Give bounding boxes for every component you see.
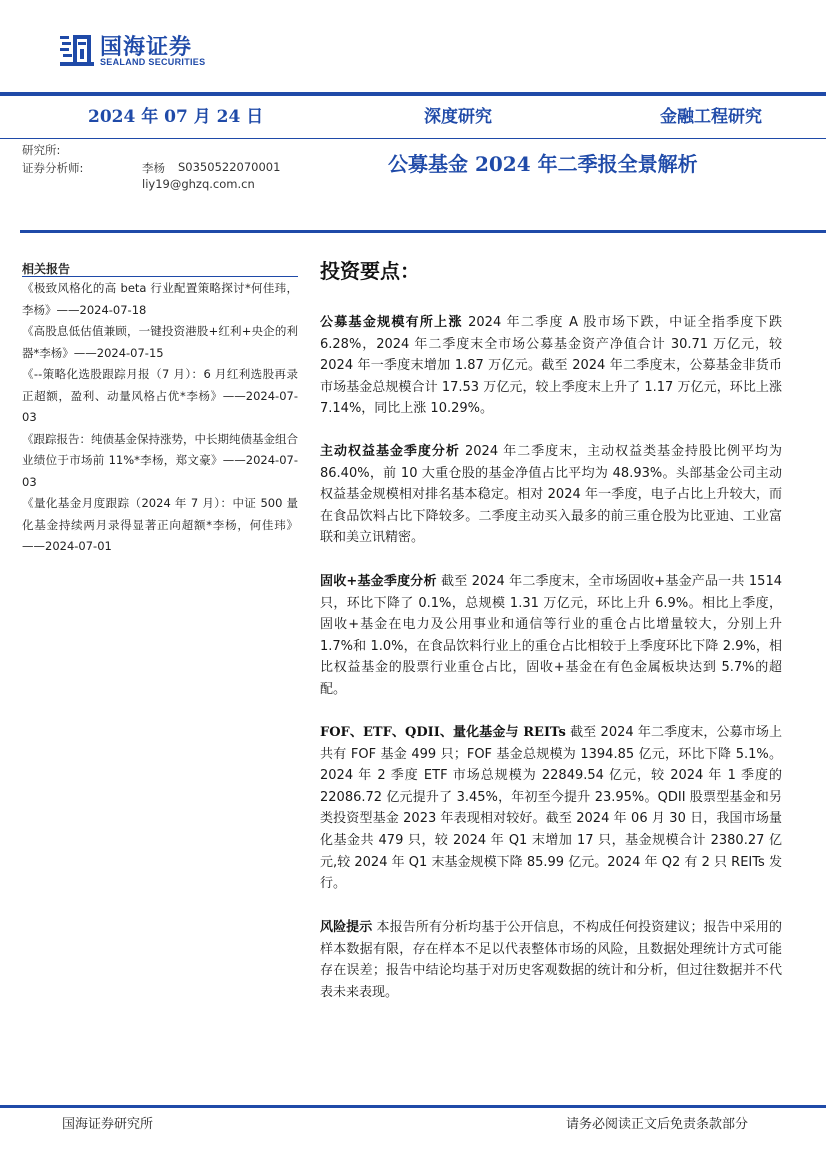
key-points-heading: 投资要点： [320, 259, 420, 283]
related-reports-list [22, 278, 298, 558]
footer-institute: 国海证券研究所 [62, 1117, 154, 1132]
institute-label: 研究所: [22, 143, 61, 157]
section-text: 2024 年二季度末，主动权益类基金持股比例平均为 86.40%，前 10 大重仓股的基金净值占比平均为 48.93%。头部基金公司主动权益基金规模相对排名基本稳定。相对 2024 年一季度，电子占比上升较大，而在食品饮料占比下降较多。二季度主动买入最多的前三重仓股为比亚迪、工业富联和美立讯精密。 [320, 444, 782, 546]
section-text: 截至 2024 年二季度末，全市场固收+基金产品一共 1514 只，环比下降了 0.1%，总规模 1.31 万亿元，环比上升 6.9%。相比上季度，固收+基金在电力及公用事业和通信等行业的重仓占比增量较大，分别上升 1.7%和 1.0%，在食品饮料行业上的重仓占比相较于上季度环比下降 2.9%，相比权益基金的股票行业重仓占比，固收+基金在有色金属板块达到 5.7%的超配。 [320, 574, 782, 697]
analyst-label: 证券分析师: [22, 161, 84, 175]
section-lead: 风险提示 [320, 920, 373, 935]
section-lead: 固收+基金季度分析 [320, 574, 437, 589]
section-fof-etf-qdii [320, 722, 782, 895]
section-fund-scale [320, 312, 782, 420]
header-band-top-rule [0, 92, 826, 96]
section-lead: FOF、ETF、QDII、量化基金与 REITs [320, 725, 566, 740]
sealand-logo-icon [60, 32, 94, 68]
related-reports-heading: 相关报告 [22, 262, 71, 276]
report-series: 金融工程研究 [660, 107, 762, 127]
company-logo [60, 30, 210, 70]
footer-rule [0, 1105, 826, 1108]
related-report-item[interactable]: 《--策略化选股跟踪月报（7 月）：6 月红利选股再录正超额，盈利、动量风格占优*李杨》——2024-07-03 [22, 367, 298, 424]
related-report-item[interactable]: 《极致风格化的高 beta 行业配置策略探讨*何佳玮，李杨》——2024-07-18 [22, 281, 298, 317]
section-risk-warning [320, 917, 782, 1003]
section-active-equity [320, 441, 782, 549]
analyst-email[interactable]: liy19@ghzq.com.cn [142, 177, 255, 191]
section-fixed-income-plus [320, 571, 782, 701]
section-lead: 主动权益基金季度分析 [320, 444, 460, 459]
logo-name-cn: 国海证券 [100, 35, 193, 60]
section-divider [20, 230, 826, 233]
related-report-item[interactable]: 《量化基金月度跟踪（2024 年 7 月）：中证 500 量化基金持续两月录得显著正向超额*李杨，何佳玮》——2024-07-01 [22, 496, 298, 553]
footer-disclaimer: 请务必阅读正文后免责条款部分 [566, 1117, 749, 1132]
logo-name-en: SEALAND SECURITIES [100, 57, 206, 67]
report-date: 2024 年 07 月 24 日 [88, 107, 264, 127]
report-category: 深度研究 [424, 107, 492, 127]
related-report-item[interactable]: 《跟踪报告：纯债基金保持涨势，中长期纯债基金组合业绩位于市场前 11%*李杨，郑文豪》——2024-07-03 [22, 431, 298, 489]
section-text: 2024 年二季度 A 股市场下跌，中证全指季度下跌 6.28%，2024 年二季度末全市场公募基金资产净值合计 30.71 万亿元，较 2024 年一季度末增加 1.87 万亿元。截至 2024 年二季度末，公募基金非货币市场基金总规模合计 17.53 万亿元，较上季度末上升了 1.17 万亿元，环比上涨 7.14%，同比上涨 10.29%。 [320, 315, 782, 417]
header-band-bottom-rule [0, 138, 826, 139]
related-report-item[interactable]: 《高股息低估值兼顾，一键投资港股+红利+央企的利器*李杨》——2024-07-15 [22, 324, 298, 360]
section-lead: 公募基金规模有所上涨 [320, 315, 463, 330]
section-text: 截至 2024 年二季度末，公募市场上共有 FOF 基金 499 只；FOF 基金总规模为 1394.85 亿元，环比下降 5.1%。2024 年 2 季度 ETF 市场总规模为 22849.54 亿元，较 2024 年 1 季度的 22086.72 亿元提升了 3.45%，年初至今提升 23.95%。QDII 股票型基金和另类投资型基金 2023 年表现相对较好。截至 2024 年 06 月 30 日，我国市场量化基金共 479 只，较 2024 年 Q1 末增加 17 只，基金规模合计 2380.27 亿元,较 2024 年 Q1 末基金规模下降 85.99 亿元。2024 年 Q2 有 2 只 REITs 发行。 [320, 725, 782, 892]
analyst-license: S0350522070001 [178, 160, 281, 174]
section-text: 本报告所有分析均基于公开信息，不构成任何投资建议；报告中采用的样本数据有限，存在样本不足以代表整体市场的风险，且数据处理统计方式可能存在误差；报告中结论均基于对历史客观数据的统计和分析，但过往数据并不代表未来表现。 [320, 920, 782, 1000]
report-title: 公募基金 2024 年二季报全景解析 [388, 152, 698, 176]
related-reports-rule [22, 276, 298, 277]
analyst-name: 李杨 [142, 161, 165, 175]
